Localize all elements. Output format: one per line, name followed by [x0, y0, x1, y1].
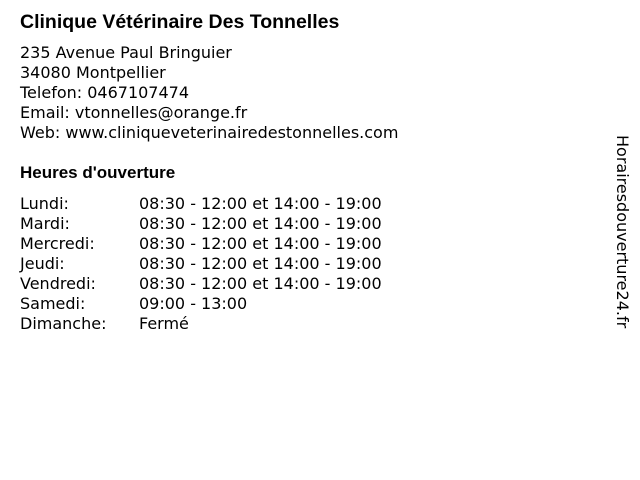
time-range: 08:30 - 12:00 et 14:00 - 19:00 [139, 194, 382, 213]
hours-row-vendredi [20, 274, 600, 294]
time-range: 08:30 - 12:00 et 14:00 - 19:00 [139, 214, 382, 233]
hours-row-lundi [20, 194, 600, 214]
hours-row-dimanche [20, 314, 600, 334]
site-watermark: Horairesdouverture24.fr [613, 135, 632, 329]
hours-row-mardi [20, 214, 600, 234]
address-street: 235 Avenue Paul Bringuier [20, 43, 232, 62]
day-label: Mercredi: [20, 234, 95, 253]
business-card [20, 9, 600, 334]
phone-line: Telefon: 0467107474 [20, 83, 190, 102]
day-label: Mardi: [20, 214, 70, 233]
opening-hours-table [20, 194, 600, 334]
hours-row-samedi [20, 294, 600, 314]
day-label: Samedi: [20, 294, 86, 313]
day-label: Dimanche: [20, 314, 107, 333]
address-city: 34080 Montpellier [20, 63, 166, 82]
time-range: 08:30 - 12:00 et 14:00 - 19:00 [139, 254, 382, 273]
day-label: Jeudi: [20, 254, 65, 273]
website-line: Web: www.cliniqueveterinairedestonnelles.com [20, 123, 399, 142]
email-line: Email: vtonnelles@orange.fr [20, 103, 248, 122]
time-range: Fermé [139, 314, 189, 333]
day-label: Vendredi: [20, 274, 96, 293]
time-range: 08:30 - 12:00 et 14:00 - 19:00 [139, 234, 382, 253]
time-range: 09:00 - 13:00 [139, 294, 248, 313]
time-range: 08:30 - 12:00 et 14:00 - 19:00 [139, 274, 382, 293]
day-label: Lundi: [20, 194, 69, 213]
business-name: Clinique Vétérinaire Des Tonnelles [20, 11, 340, 33]
hours-row-jeudi [20, 254, 600, 274]
opening-hours-heading: Heures d'ouverture [20, 163, 176, 182]
hours-row-mercredi [20, 234, 600, 254]
